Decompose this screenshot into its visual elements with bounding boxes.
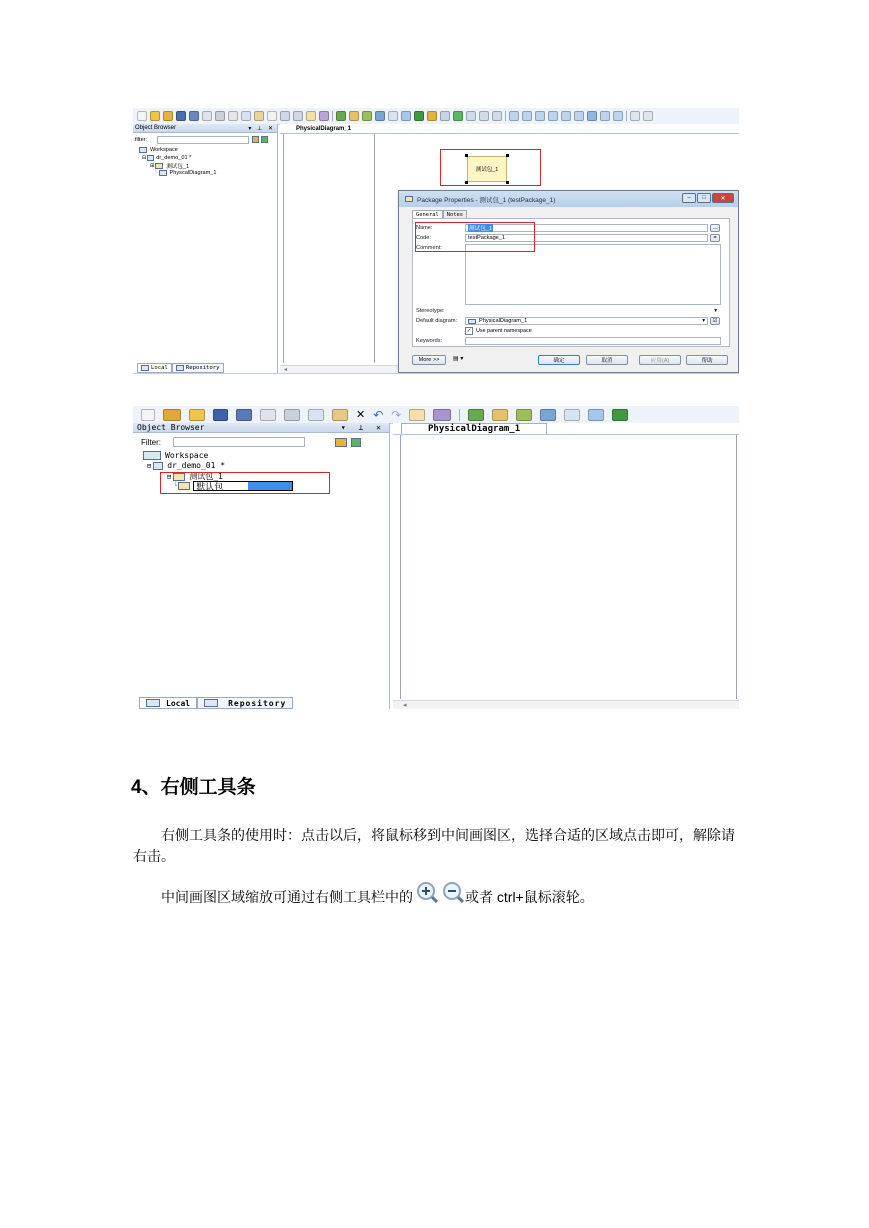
zoom-in-icon[interactable]	[417, 882, 435, 900]
diagram-tab-label: PhysicalDiagram_1	[296, 125, 352, 132]
repository-icon	[204, 699, 218, 707]
filter-label: filter:	[135, 136, 148, 143]
zoom-out-icon[interactable]	[443, 882, 461, 900]
redo-icon[interactable]	[293, 111, 303, 121]
diagram-tab-underline	[280, 133, 739, 134]
code-field-value: testPackage_1	[468, 235, 506, 241]
diagram-icon	[159, 170, 167, 176]
object-browser-title: Object Browser	[135, 125, 177, 131]
tab-local-label: Local	[151, 365, 168, 371]
find-icon[interactable]	[433, 409, 451, 421]
diagram-canvas[interactable]	[393, 423, 739, 709]
default-diagram-label: Default diagram:	[416, 318, 458, 324]
selection-handle[interactable]	[465, 154, 468, 157]
refresh-icon[interactable]	[261, 136, 268, 143]
open-icon[interactable]	[189, 409, 205, 421]
right-page-boundary	[736, 435, 737, 699]
package-icon	[405, 196, 413, 202]
text-icon[interactable]	[453, 111, 463, 121]
section-heading: 4、右侧工具条	[131, 777, 256, 798]
minimize-button[interactable]: –	[682, 193, 696, 203]
delete-icon[interactable]	[267, 111, 277, 121]
help-button[interactable]: 帮助	[686, 355, 728, 365]
object-browser-panel	[133, 423, 390, 709]
tab-repository[interactable]	[197, 697, 293, 709]
tree-package-label: 测试包_1	[189, 472, 223, 481]
toolbar-separator	[459, 409, 460, 421]
filter-row	[135, 436, 387, 448]
tab-general[interactable]: General	[412, 210, 443, 219]
print-icon[interactable]	[215, 111, 225, 121]
package-properties-dialog	[398, 190, 739, 373]
filter-apply-icon[interactable]	[252, 136, 259, 143]
collapse-icon[interactable]: ⊟	[167, 472, 172, 481]
tree-workspace-label: Workspace	[165, 451, 209, 460]
tree-workspace[interactable]	[143, 451, 208, 460]
panel-pin-close-icons[interactable]: ▾ ⊥ ✕	[248, 125, 275, 132]
maximize-button[interactable]: □	[697, 193, 711, 203]
package-symbol[interactable]	[467, 156, 507, 182]
view-1-icon[interactable]	[509, 111, 519, 121]
route-icon[interactable]	[492, 111, 502, 121]
name-field-value: 测试包_1	[469, 226, 493, 232]
cut-icon[interactable]	[228, 111, 238, 121]
panel-pin-close-icons[interactable]: ▾ ⊥ ✕	[340, 423, 385, 432]
tab-repository-label: Repository	[185, 365, 220, 371]
paragraph-right-toolbar	[133, 825, 743, 867]
screenshot-package-properties	[133, 108, 739, 374]
workspace-icon	[143, 451, 161, 460]
tab-notes[interactable]: Notes	[443, 210, 467, 219]
properties-icon[interactable]	[409, 409, 425, 421]
tree-workspace-label: Workspace	[150, 147, 178, 153]
report-icon[interactable]	[362, 111, 372, 121]
comment-label: Comment:	[416, 245, 442, 251]
tree-connector: └	[154, 170, 158, 176]
object-tree	[133, 147, 277, 361]
zoom-icons	[413, 880, 465, 902]
toolbar-separator	[505, 111, 506, 121]
format-icon[interactable]	[440, 111, 450, 121]
dropdown-arrow-icon: ▾	[702, 318, 705, 324]
tree-package[interactable]	[150, 162, 189, 170]
tab-local-label: Local	[166, 698, 191, 708]
toolbar-separator	[332, 111, 333, 121]
object-browser-header	[133, 124, 277, 133]
tree-package-label: 测试包_1	[166, 164, 190, 170]
model-icon	[153, 462, 163, 470]
tree-workspace[interactable]	[139, 147, 178, 153]
view-2-icon[interactable]	[522, 111, 532, 121]
refresh-icon[interactable]	[351, 438, 361, 447]
undo-icon[interactable]	[280, 111, 290, 121]
reverse-icon[interactable]	[388, 111, 398, 121]
tab-local[interactable]	[137, 363, 172, 373]
keywords-field[interactable]	[465, 337, 721, 345]
local-icon	[146, 699, 160, 707]
view-7-icon[interactable]	[587, 111, 597, 121]
use-parent-namespace-label: Use parent namespace	[476, 328, 532, 334]
generate-icon[interactable]	[540, 409, 556, 421]
bottom-scrollbar[interactable]: ◂	[280, 365, 739, 373]
left-page-boundary	[400, 435, 401, 699]
properties-icon[interactable]	[306, 111, 316, 121]
default-diagram-value: PhysicalDiagram_1	[479, 318, 528, 324]
highlight-new-package	[160, 472, 330, 494]
name-more-button[interactable]: …	[710, 224, 720, 232]
arrow-icon[interactable]	[479, 111, 489, 121]
diagram-icon	[468, 319, 476, 324]
new-icon[interactable]	[137, 111, 147, 121]
stereotype-label: Stereotype:	[416, 308, 445, 314]
reverse-icon[interactable]	[564, 409, 580, 421]
save-icon[interactable]	[213, 409, 228, 421]
open-icon[interactable]	[163, 111, 173, 121]
tree-connector: └	[173, 482, 178, 490]
tree-diagram-label: PhyscalDiagram_1	[169, 170, 217, 176]
rename-input-value: 默认包	[196, 482, 224, 493]
tab-repository-label: Repository	[228, 698, 287, 708]
use-parent-namespace-checkbox[interactable]: ✓	[466, 328, 472, 334]
filter-input[interactable]	[157, 136, 249, 144]
tree-diagram[interactable]	[154, 170, 217, 176]
ok-button[interactable]: 确定	[538, 355, 580, 365]
close-button[interactable]: ✕	[712, 193, 734, 203]
expand-icon[interactable]: ⊞	[150, 163, 155, 169]
report-icon[interactable]	[516, 409, 532, 421]
paste-icon[interactable]	[332, 409, 348, 421]
view-6-icon[interactable]	[574, 111, 584, 121]
open-folder-icon[interactable]	[163, 409, 181, 421]
view-4-icon[interactable]	[548, 111, 558, 121]
collapse-icon[interactable]: ⊟	[147, 461, 152, 470]
page-boundary-vertical	[374, 134, 375, 363]
window-controls	[682, 193, 734, 203]
print-preview-icon[interactable]	[260, 409, 276, 421]
tab-repository[interactable]	[172, 363, 224, 373]
cancel-button[interactable]: 取消	[586, 355, 628, 365]
view-3-icon[interactable]	[535, 111, 545, 121]
tab-local[interactable]	[139, 697, 197, 709]
pencil-icon[interactable]	[427, 111, 437, 121]
paragraph-zoom	[161, 886, 751, 908]
toolbar-separator	[626, 111, 627, 121]
tree-model-label: dr_demo_01 *	[167, 461, 226, 470]
view-8-icon[interactable]	[600, 111, 610, 121]
tools-icon[interactable]	[643, 111, 653, 121]
check-model-icon[interactable]	[468, 409, 484, 421]
save-all-icon[interactable]	[189, 111, 199, 121]
new-icon[interactable]	[141, 409, 155, 421]
model-icon	[147, 155, 154, 161]
tree-model-label: dr_demo_01 *	[156, 155, 192, 161]
package-symbol-label: 测试包_1	[475, 167, 499, 173]
paste-icon[interactable]	[254, 111, 264, 121]
link-icon[interactable]	[466, 111, 476, 121]
table-icon[interactable]	[414, 111, 424, 121]
keywords-label: Keywords:	[416, 338, 443, 344]
apply-button[interactable]: 应用(A)	[639, 355, 681, 365]
left-page-boundary	[283, 134, 284, 363]
selection-handle[interactable]	[506, 181, 509, 184]
diagram-tab-underline	[393, 434, 739, 435]
copy-icon[interactable]	[308, 409, 324, 421]
save-icon[interactable]	[176, 111, 186, 121]
generate-icon[interactable]	[375, 111, 385, 121]
repository-icon	[176, 365, 184, 371]
local-icon	[141, 365, 149, 371]
model-icon[interactable]	[492, 409, 508, 421]
print-preview-icon[interactable]	[202, 111, 212, 121]
model-icon[interactable]	[349, 111, 359, 121]
diagram-icon[interactable]	[588, 409, 604, 421]
more-button[interactable]: More >>	[412, 355, 446, 365]
diagram-tab-label: PhysicalDiagram_1	[428, 424, 521, 434]
code-equals-button[interactable]: =	[710, 234, 720, 242]
print-icon[interactable]	[630, 111, 640, 121]
paragraph-right-toolbar-text: 右侧工具条的使用时：点击以后，将鼠标移到中间画图区，选择合适的区域点击即可，解除请右击。	[133, 827, 735, 864]
filter-label: Filter:	[141, 437, 161, 447]
selection-handle[interactable]	[465, 181, 468, 184]
highlight-name-code	[415, 222, 535, 252]
stereotype-select[interactable]	[465, 307, 721, 315]
save-all-icon[interactable]	[236, 409, 252, 421]
code-label: Code:	[416, 235, 431, 241]
default-diagram-select[interactable]	[465, 317, 708, 325]
package-icon	[155, 163, 163, 169]
paragraph-zoom-text-before: 中间画图区域缩放可通过右侧工具栏中的	[161, 889, 413, 905]
tree-model[interactable]	[142, 155, 191, 161]
table-icon[interactable]	[612, 409, 628, 421]
view-5-icon[interactable]	[561, 111, 571, 121]
comment-field[interactable]	[465, 244, 721, 305]
browser-tabs	[139, 697, 293, 709]
workspace-icon	[139, 147, 147, 153]
main-toolbar	[133, 108, 739, 125]
use-parent-namespace-row[interactable]	[465, 327, 532, 335]
object-browser-panel	[133, 124, 278, 373]
view-9-icon[interactable]	[613, 111, 623, 121]
screenshot-new-package	[133, 406, 739, 709]
check-model-icon[interactable]	[336, 111, 346, 121]
main-toolbar	[133, 406, 739, 424]
browser-tabs	[137, 363, 224, 373]
tree-model[interactable]	[147, 461, 225, 470]
copy-icon[interactable]	[241, 111, 251, 121]
delete-icon[interactable]: ✕	[356, 409, 366, 421]
print-icon[interactable]	[284, 409, 300, 421]
diagram-tab[interactable]	[288, 124, 359, 133]
dropdown-arrow-icon: ▾	[714, 308, 717, 314]
diagram-properties-button[interactable]: ☑	[710, 317, 720, 325]
object-browser-title: Object Browser	[137, 423, 205, 432]
redo-icon[interactable]: ↷	[391, 407, 402, 422]
open-folder-icon[interactable]	[150, 111, 160, 121]
object-browser-header	[133, 423, 389, 433]
name-label: Name:	[416, 225, 433, 231]
dialog-title-bar	[399, 191, 738, 207]
diagram-icon[interactable]	[401, 111, 411, 121]
paragraph-zoom-text-after: 或者 ctrl+鼠标滚轮。	[465, 889, 594, 905]
filter-row	[135, 135, 275, 144]
undo-icon[interactable]: ↶	[373, 407, 384, 422]
filter-apply-icon[interactable]	[335, 438, 347, 447]
bottom-scrollbar[interactable]: ◂	[393, 700, 739, 709]
dialog-title: Package Properties - 测试包_1 (testPackage_1)	[417, 196, 556, 204]
selection-handle[interactable]	[506, 154, 509, 157]
diagram-tab[interactable]	[401, 423, 547, 434]
menu-dropdown-icon[interactable]: ▤ ▾	[453, 356, 464, 362]
filter-input[interactable]	[173, 437, 305, 447]
collapse-icon[interactable]: ⊟	[142, 155, 147, 161]
find-icon[interactable]	[319, 111, 329, 121]
